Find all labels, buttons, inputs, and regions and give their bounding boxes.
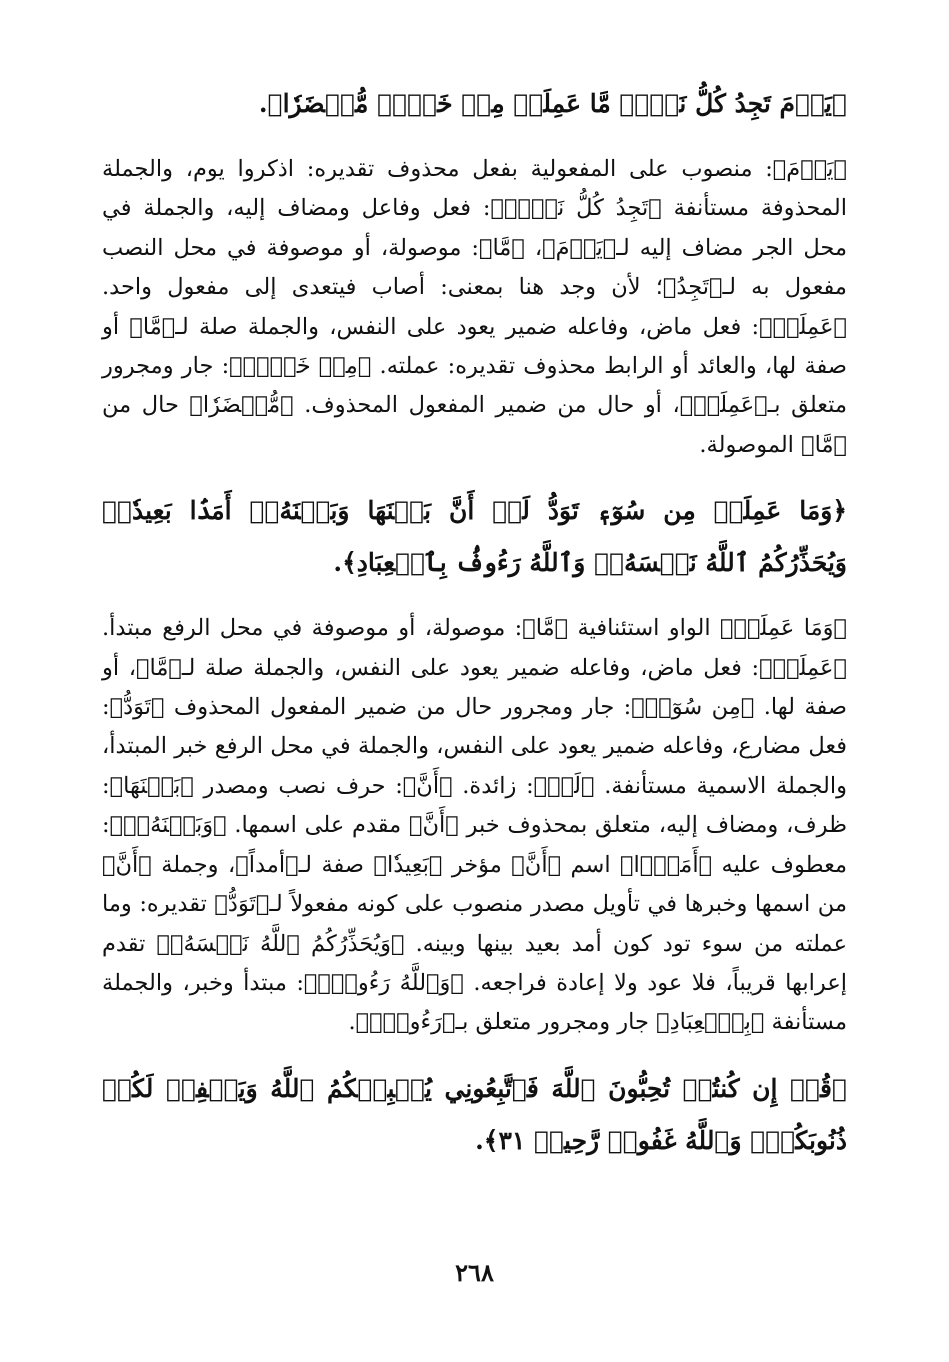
page-number: ٢٦٨ xyxy=(455,1258,494,1287)
page-body xyxy=(102,78,847,1187)
verse-31-1: ﴿يَوۡمَ تَجِدُ كُلُّ نَفۡسٖ مَّا عَمِلَتۡ مِنۡ خَيۡرٖ مُّحۡضَرٗا﴾. xyxy=(258,89,847,118)
commentary-paragraph-1: ﴿يَوۡمَ﴾: منصوب على المفعولية بفعل محذوف تقديره: اذكروا يوم، والجملة المحذوفة مستأنفة ﴿تَجِدُ كُلُّ نَفۡسٖ﴾: فعل وفاعل ومضاف إليه، والجملة في محل الجر مضاف إليه لـ﴿يَوۡمَ﴾، ﴿مَّا﴾: موصولة، أو موصوفة في محل النصب مفعول به لـ﴿تَجِدُ﴾؛ لأن وجد هنا بمعنى: أصاب فيتعدى إلى مفعول واحد. ﴿عَمِلَتۡ﴾: فعل ماض، وفاعله ضمير يعود على النفس، والجملة صلة لـ﴿مَّا﴾ أو صفة لها، والعائد أو الرابط محذوف تقديره: عملته. ﴿مِنۡ خَيۡرٖ﴾: جار ومجرور متعلق بـ﴿عَمِلَتۡ﴾، أو حال من ضمير المفعول المحذوف. ﴿مُّحۡضَرٗا﴾ حال من ﴿مَّا﴾ الموصولة. xyxy=(102,156,847,458)
commentary-paragraph-2: ﴿وَمَا عَمِلَتۡ﴾ الواو استئنافية ﴿مَّا﴾: موصولة، أو موصوفة في محل الرفع مبتدأ. ﴿عَمِلَتۡ﴾: فعل ماض، وفاعله ضمير يعود على النفس، والجملة صلة لـ﴿مَّا﴾، أو صفة لها. ﴿مِن سُوٓءٖ﴾: جار ومجرور حال من ضمير المفعول المحذوف ﴿تَوَدُّ﴾: فعل مضارع، وفاعله ضمير يعود على النفس، والجملة في محل الرفع خبر المبتدأ، والجملة الاسمية مستأنفة. ﴿لَوۡ﴾: زائدة. ﴿أَنَّ﴾: حرف نصب ومصدر ﴿بَيۡنَهَا﴾: ظرف، ومضاف إليه، متعلق بمحذوف خبر ﴿أَنَّ﴾ مقدم على اسمها. ﴿وَبَيۡنَهُۥٓ﴾: معطوف عليه ﴿أَمَدَۢا﴾ اسم ﴿أَنَّ﴾ مؤخر ﴿بَعِيدٗا﴾ صفة لـ﴿أمداً﴾، وجملة ﴿أَنَّ﴾ من اسمها وخبرها في تأويل مصدر منصوب على كونه مفعولاً لـ﴿تَوَدُّ﴾ تقديره: وما عملته من سوء تود كون أمد بعيد بينها وبينه. ﴿وَيُحَذِّرُكُمُ ٱللَّهُ نَفۡسَهُۥ﴾ تقدم إعرابها قريباً، فلا عود ولا إعادة فراجعه. ﴿وَٱللَّهُ رَءُوفُۢ﴾: مبتدأ وخبر، والجملة مستأنفة ﴿بِٱلۡعِبَادِ﴾ جار ومجرور متعلق بـ﴿رَءُوفُۢ﴾. xyxy=(102,615,847,1036)
verse-30: ﴿وَمَا عَمِلَتۡ مِن سُوٓءٖ تَوَدُّ لَوۡ أَنَّ بَيۡنَهَا وَبَيۡنَهُۥٓ أَمَدَۢا بَعِيدٗاۗ وَيُحَذِّرُكُمُ ٱللَّهُ نَفۡسَهُۥۗ وَٱللَّهُ رَءُوفُۢ بِٱلۡعِبَادِ﴾. xyxy=(102,496,847,578)
verse-31: ﴿قُلۡ إِن كُنتُمۡ تُحِبُّونَ ٱللَّهَ فَٱتَّبِعُونِي يُحۡبِبۡكُمُ ٱللَّهُ وَيَغۡفِرۡ لَكُمۡ ذُنُوبَكُمۡۚ وَٱللَّهُ غَفُورٞ رَّحِيمٞ ٣١﴾. xyxy=(102,1073,847,1155)
